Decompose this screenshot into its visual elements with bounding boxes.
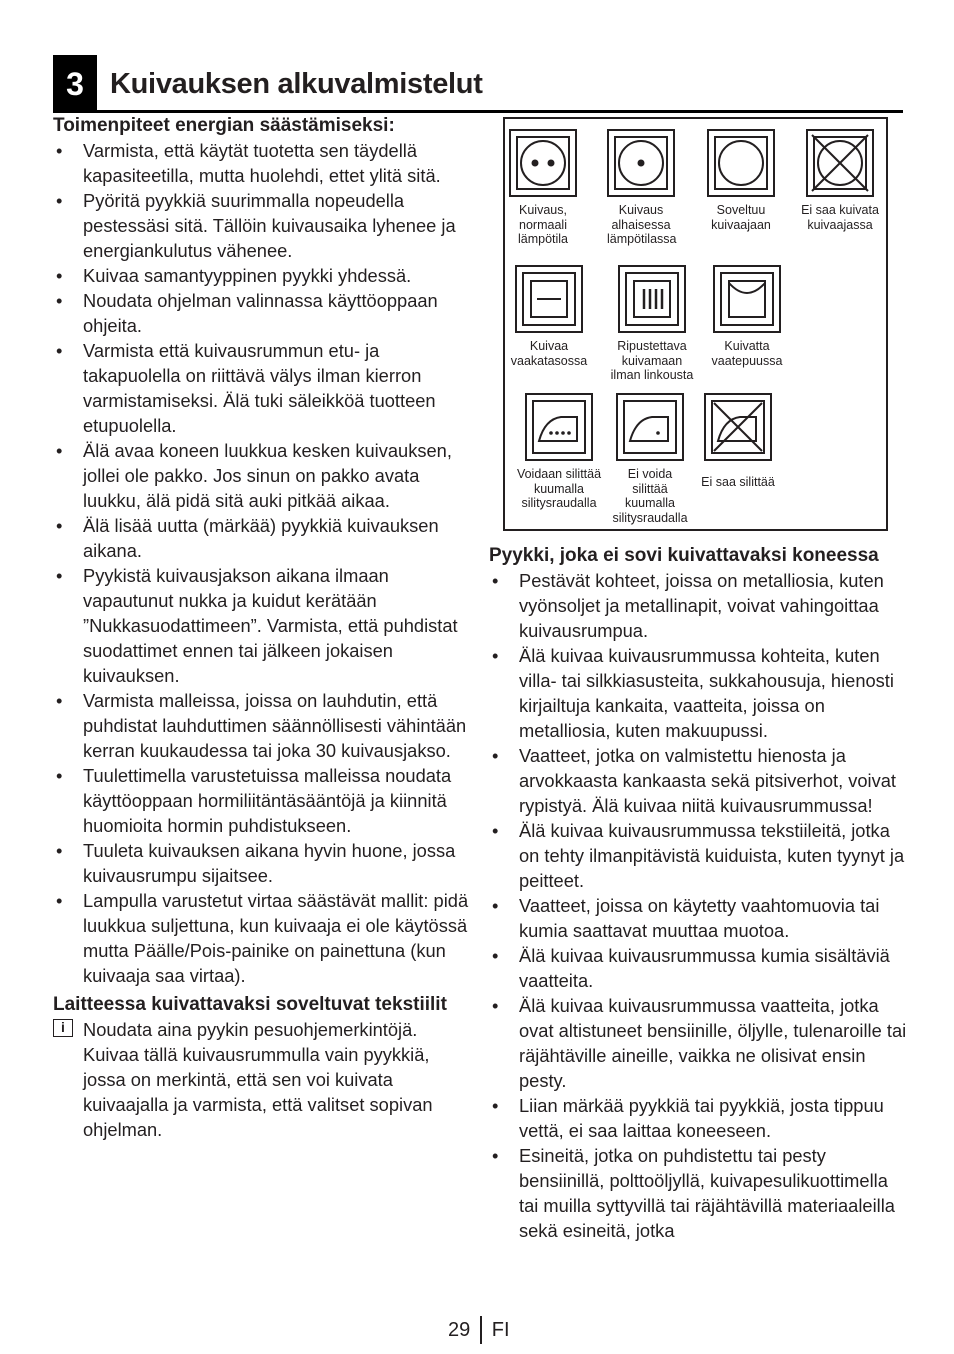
footer-separator (480, 1316, 482, 1344)
unsuitable-laundry-heading: Pyykki, joka ei sovi kuivattavaksi koneessa (489, 545, 879, 566)
symbol-caption: Kuivaus, normaali lämpötila (517, 203, 569, 246)
language-code: FI (491, 1318, 510, 1341)
list-item: • Varmista malleissa, joissa on lauhdutin, että puhdistat lauhduttimen säännöllisesti vähintään kerran kuukaudessa tai joka 30 kuivausjakso. (53, 688, 473, 763)
drip-dry-icon (620, 267, 684, 331)
energy-saving-list (53, 138, 473, 988)
right-column (489, 543, 909, 1243)
symbol-caption: Ei saa silittää (701, 475, 775, 489)
symbol-tumble-dry-low (607, 129, 675, 247)
suitable-textiles-heading: Laitteessa kuivattavaksi soveltuvat tekstiilit (53, 994, 447, 1015)
page-footer (448, 1316, 510, 1344)
symbol-caption: Voidaan silittää kuumalla silitysraudalla (516, 467, 602, 510)
list-item: • Esineitä, jotka on puhdistettu tai pesty bensiinillä, polttoöljyllä, kuivapesulikuottimella tai muilla syttyvillä tai räjähtävillä materiaaleilla sekä esineitä, jotka (489, 1143, 909, 1243)
symbol-caption: Ei voida silittää kuumalla silitysraudalla (612, 467, 688, 525)
do-not-iron-icon (706, 395, 770, 459)
list-item: • Varmista että kuivausrummun etu- ja takapuolella on riittävä välys ilman kierron varmistamiseksi. Älä tuki säleikköä tuotteen etupuolella. (53, 338, 473, 438)
chapter-number: 3 (53, 55, 97, 113)
symbol-drip-dry (607, 265, 697, 383)
info-note (53, 1017, 473, 1142)
list-item: • Älä kuivaa kuivausrummussa tekstiileitä, jotka on tehty ilmanpitävistä kuiduista, kuten tyynyt ja peitteet. (489, 818, 909, 893)
energy-saving-heading: Toimenpiteet energian säästämiseksi: (53, 115, 395, 136)
list-item: • Tuuleta kuivauksen aikana hyvin huone, jossa kuivausrumpu sijaitsee. (53, 838, 473, 888)
list-item: • Tuulettimella varustetuissa malleissa noudata käyttöoppaan hormiliitäntäsääntöjä ja kiinnitä huomioita hormin puhdistukseen. (53, 763, 473, 838)
page-number: 29 (448, 1318, 471, 1341)
symbol-dry-flat (509, 265, 589, 368)
list-item: • Pyöritä pyykkiä suurimmalla nopeudella pestessäsi sitä. Tällöin kuivausaika lyhenee ja energiankulutus vähenee. (53, 188, 473, 263)
page-title: Kuivauksen alkuvalmistelut (110, 68, 483, 100)
symbol-tumble-dry-normal (509, 129, 577, 247)
tumble-dry-low-icon (609, 131, 673, 195)
line-dry-icon (715, 267, 779, 331)
list-item: • Varmista, että käytät tuotetta sen täydellä kapasiteetilla, mutta huolehdi, ettet ylitä sitä. (53, 138, 473, 188)
symbol-caption: Ei saa kuivata kuivaajassa (801, 203, 879, 232)
symbol-do-not-tumble-dry (795, 129, 885, 232)
iron-low-icon (618, 395, 682, 459)
list-item: • Älä kuivaa kuivausrummussa vaatteita, jotka ovat altistuneet bensiinille, öljylle, tulenaroille tai räjähtäville aineille, vaikka ne olisivat ensin pesty. (489, 993, 909, 1093)
list-item: • Älä lisää uutta (märkää) pyykkiä kuivauksen aikana. (53, 513, 473, 563)
symbol-caption: Kuivaa vaakatasossa (510, 339, 588, 368)
do-not-tumble-dry-icon (808, 131, 872, 195)
info-icon: i (53, 1019, 73, 1037)
symbol-tumble-dry-allowed (707, 129, 775, 232)
left-column (53, 113, 473, 1142)
symbol-caption: Soveltuu kuivaajaan (711, 203, 771, 232)
list-item: • Noudata ohjelman valinnassa käyttöoppaan ohjeita. (53, 288, 473, 338)
info-note-text: Noudata aina pyykin pesuohjemerkintöjä. Kuivaa tällä kuivausrummulla vain pyykkiä, jossa on merkintä, että sen voi kuivata kuivaajalla ja varmista, että valitset sopivan ohjelman. (83, 1019, 433, 1140)
symbol-iron-high (509, 393, 609, 511)
dry-flat-icon (517, 267, 581, 331)
symbol-line-dry (707, 265, 787, 368)
care-symbols-panel (503, 117, 888, 531)
list-item: • Vaatteet, jotka on valmistettu hienosta ja arvokkaasta kankaasta sekä pitsiverhot, voivat rypistyä. Älä kuivaa niitä kuivausrummussa! (489, 743, 909, 818)
symbol-iron-low (607, 393, 693, 525)
list-item: • Älä avaa koneen luukkua kesken kuivauksen, jollei ole pakko. Jos sinun on pakko avata luukku, älä pidä sitä auki pitkää aikaa. (53, 438, 473, 513)
symbol-caption: Kuivaus alhaisessa lämpötilassa (607, 203, 677, 246)
symbol-caption: Kuivatta vaatepuussa (711, 339, 783, 368)
list-item: • Kuivaa samantyyppinen pyykki yhdessä. (53, 263, 473, 288)
list-item: • Liian märkää pyykkiä tai pyykkiä, josta tippuu vettä, ei saa laittaa koneeseen. (489, 1093, 909, 1143)
list-item: • Pestävät kohteet, joissa on metalliosia, kuten vyönsoljet ja metallinapit, voivat vahingoittaa kuivausrumpua. (489, 568, 909, 643)
tumble-dry-allowed-icon (709, 131, 773, 195)
list-item: • Älä kuivaa kuivausrummussa kumia sisältäviä vaatteita. (489, 943, 909, 993)
tumble-dry-normal-icon (511, 131, 575, 195)
iron-high-icon (527, 395, 591, 459)
list-item: • Lampulla varustetut virtaa säästävät mallit: pidä luukkua suljettuna, kun kuivaaja ei ole käytössä mutta Päälle/Pois-painike on painettuna (kun kuivaaja saa virtaa). (53, 888, 473, 988)
symbol-caption: Ripustettava kuivamaan ilman linkousta (610, 339, 694, 382)
list-item: • Vaatteet, joissa on käytetty vaahtomuovia tai kumia saattavat muuttaa muotoa. (489, 893, 909, 943)
unsuitable-laundry-list (489, 568, 909, 1243)
list-item: • Älä kuivaa kuivausrummussa kohteita, kuten villa- tai silkkiasusteita, sukkahousuja, hienosti kirjailtuja kankaita, vaatteita, joissa on metalliosia, kuten makuupussi. (489, 643, 909, 743)
symbol-do-not-iron (693, 393, 783, 490)
list-item: • Pyykistä kuivausjakson aikana ilmaan vapautunut nukka ja kuidut kerätään ”Nukkasuodattimeen”. Varmista, että puhdistat suodattimet ennen tai jälkeen jokaisen kuivauksen. (53, 563, 473, 688)
